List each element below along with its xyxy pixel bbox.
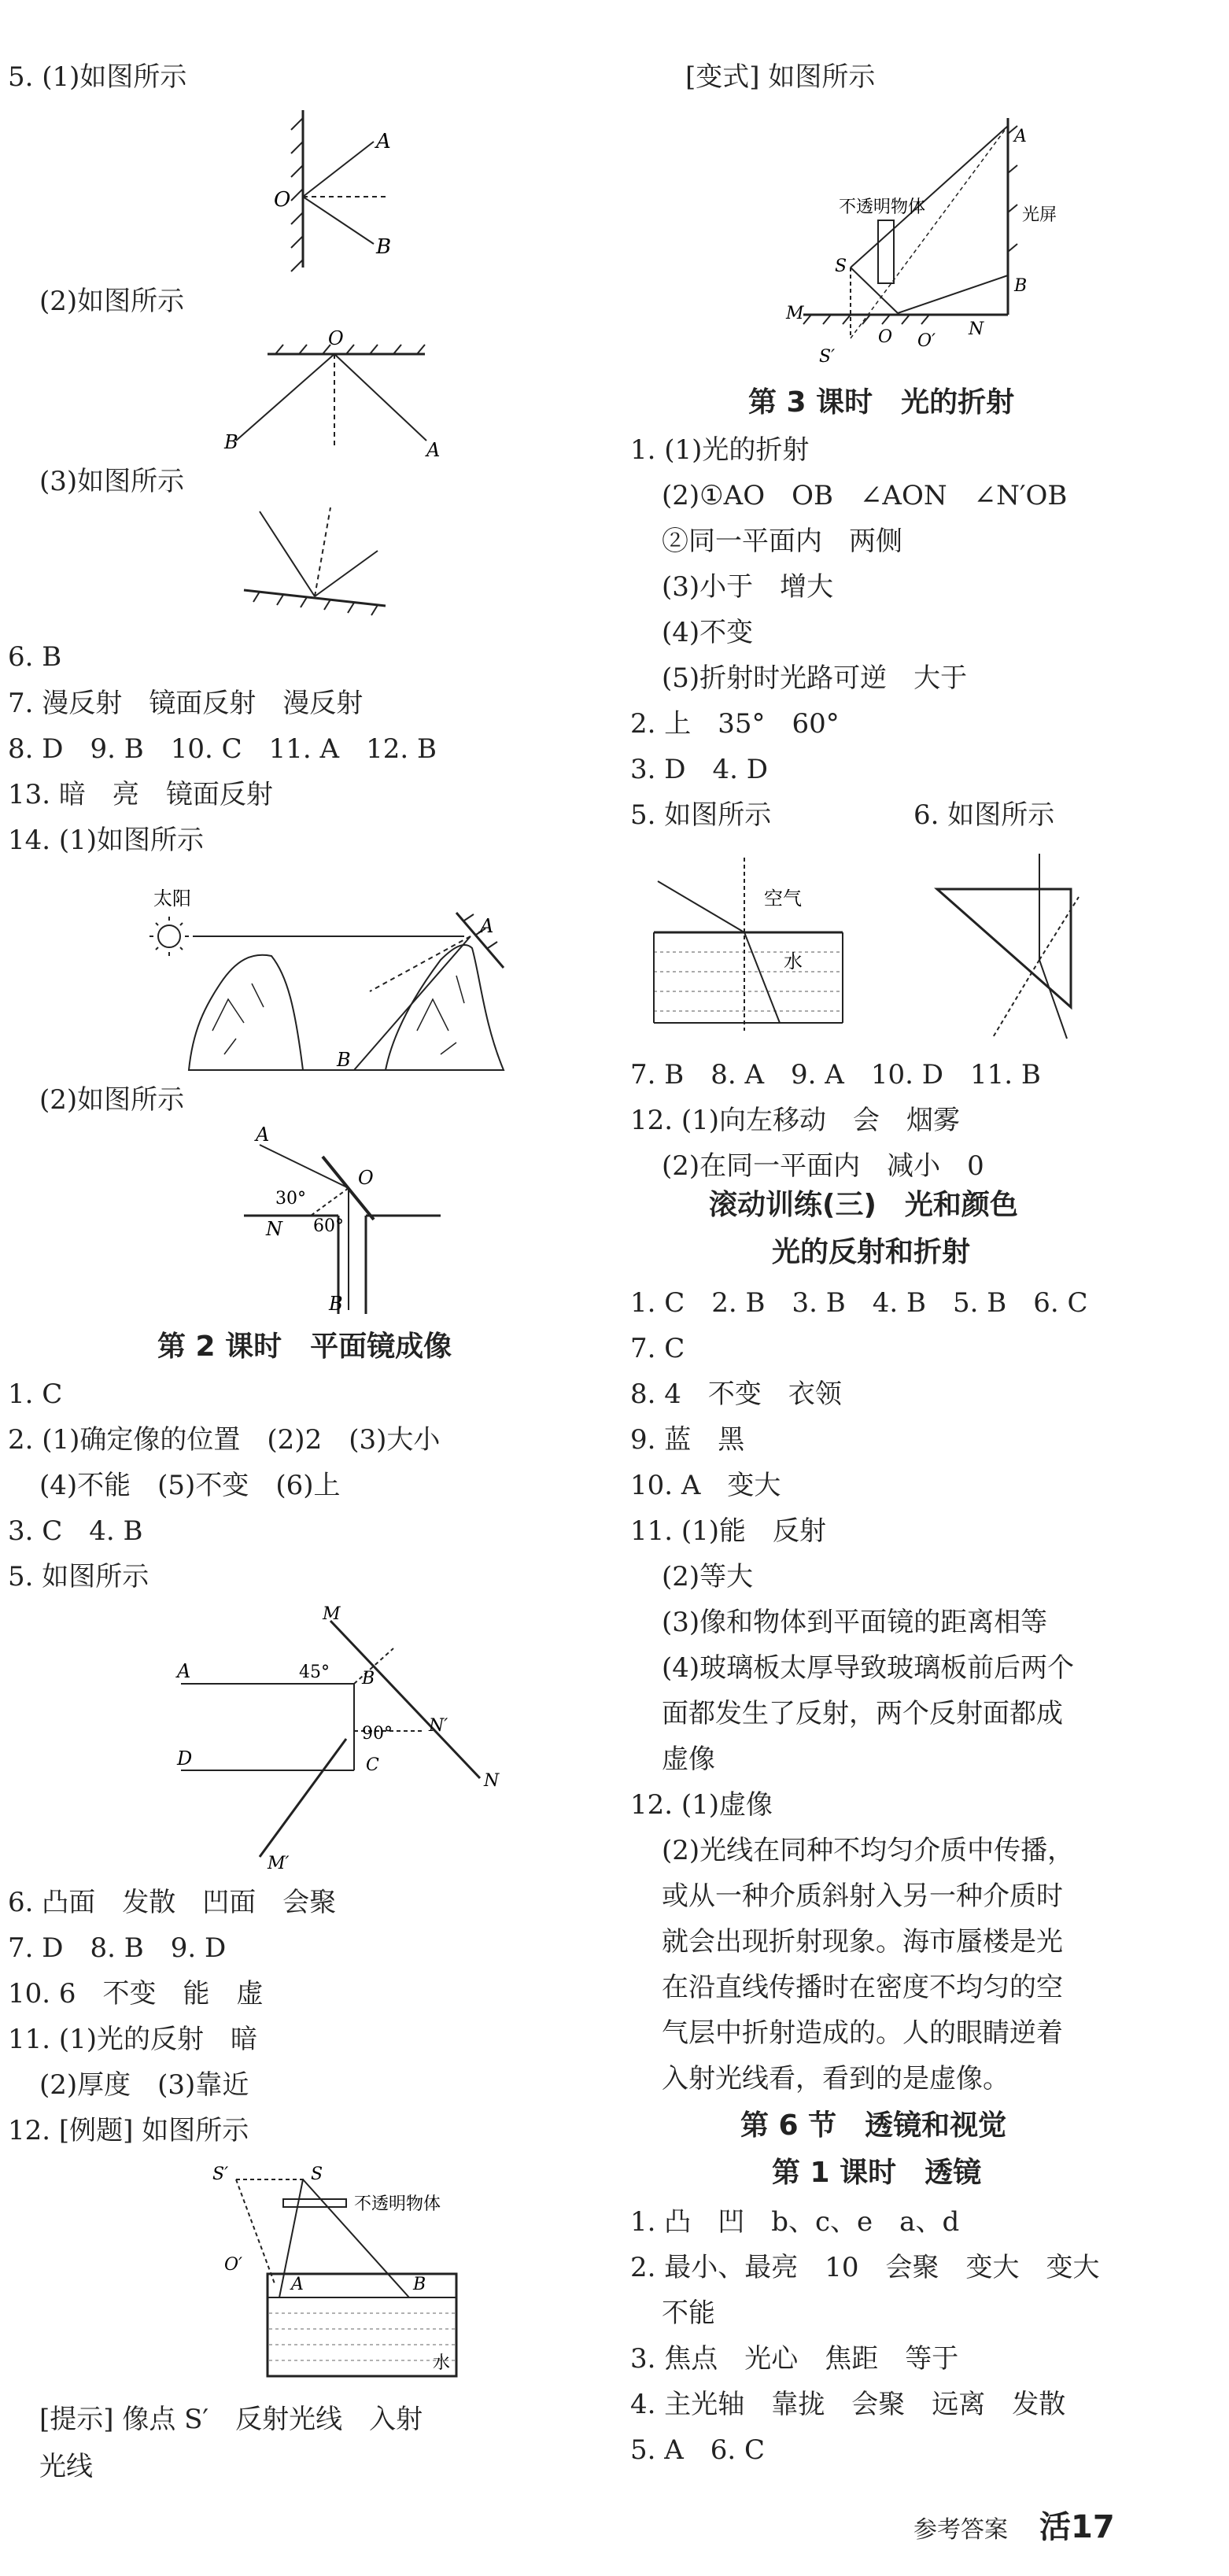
- label-np: N′: [429, 1716, 448, 1736]
- answer-line: 11. (1)光的反射 暗: [8, 2024, 258, 2055]
- plane-mirror-diagram: [165, 1605, 527, 1873]
- label-sp: S′: [212, 2165, 229, 2184]
- answer-line: 或从一种介质斜射入另一种介质时: [662, 1880, 1063, 1912]
- answer-line: 8. D 9. B 10. C 11. A 12. B: [8, 733, 437, 765]
- answer-line: (2)如图所示: [39, 286, 185, 317]
- label-m: M: [786, 304, 804, 323]
- answer-line: 1. C: [8, 1378, 63, 1410]
- answer-line: (2)等大: [662, 1561, 754, 1592]
- opaque-label: 不透明物体: [354, 2194, 441, 2214]
- label-sp: S′: [819, 347, 836, 367]
- answer-line: (3)如图所示: [39, 466, 185, 497]
- label-n: N: [484, 1771, 500, 1791]
- answer-line: 不能: [662, 2297, 715, 2329]
- label-m: M: [323, 1605, 341, 1624]
- section-subtitle: 光的反射和折射: [772, 1236, 971, 1268]
- answer-line: (4)不变: [662, 617, 754, 648]
- answer-line: (2)在同一平面内 减小 0: [662, 1150, 984, 1182]
- label-o: O: [328, 330, 344, 349]
- label-a: A: [256, 1124, 270, 1146]
- answer-line: 光线: [39, 2451, 93, 2482]
- label-b: B: [337, 1049, 351, 1071]
- label-op: O′: [224, 2255, 243, 2275]
- section-title: 第 6 节 透镜和视觉: [740, 2109, 1007, 2142]
- label-b: B: [329, 1293, 343, 1315]
- label-b: B: [413, 2275, 426, 2294]
- section-title: 第 3 课时 光的折射: [748, 386, 1015, 419]
- reflection-diagram-3: [236, 504, 393, 622]
- label-b: B: [376, 235, 392, 259]
- answer-line: 9. 蓝 黑: [630, 1424, 745, 1456]
- label-a: A: [376, 130, 391, 153]
- answer-line: ②同一平面内 两侧: [662, 526, 902, 557]
- refraction-diagram: [646, 850, 851, 1039]
- answer-line: (2)如图所示: [39, 1084, 185, 1116]
- answer-line: 3. D 4. D: [630, 754, 769, 785]
- answer-line: 7. C: [630, 1333, 685, 1364]
- periscope-diagram: [236, 1121, 456, 1318]
- angle-60: 60°: [313, 1216, 344, 1236]
- sun-mountain-diagram: [134, 873, 543, 1078]
- answer-line: (4)玻璃板太厚导致玻璃板前后两个: [662, 1652, 1075, 1684]
- air-label: 空气: [764, 888, 802, 910]
- answer-line: 13. 暗 亮 镜面反射: [8, 779, 273, 810]
- sun-label: 太阳: [153, 888, 191, 910]
- section-title: 滚动训练(三) 光和颜色: [709, 1189, 1018, 1221]
- answer-line: (2)光线在同种不均匀介质中传播，: [662, 1835, 1075, 1866]
- label-o: O: [274, 188, 291, 212]
- reflection-diagram-1: [236, 110, 409, 275]
- section-title: 第 2 课时 平面镜成像: [157, 1330, 452, 1363]
- answer-line: (3)小于 增大: [662, 571, 834, 603]
- answer-line: 10. 6 不变 能 虚: [8, 1978, 264, 2010]
- opaque-label: 不透明物体: [839, 197, 926, 217]
- answer-line: 2. 最小、最亮 10 会聚 变大 变大: [630, 2252, 1100, 2283]
- answer-line: [提示] 像点 S′ 反射光线 入射: [39, 2404, 423, 2435]
- answer-line: 气层中折射造成的。人的眼睛逆着: [662, 2017, 1063, 2049]
- answer-line: 12. [例题] 如图所示: [8, 2115, 249, 2146]
- answer-line: (4)不能 (5)不变 (6)上: [39, 1470, 341, 1501]
- answer-line: 4. 主光轴 靠拢 会聚 远离 发散: [630, 2389, 1066, 2420]
- water-label: 水: [433, 2353, 451, 2373]
- answer-line: 1. (1)光的折射: [630, 434, 810, 466]
- answer-line: [变式] 如图所示: [685, 61, 876, 93]
- footer-ref: 参考答案: [913, 2516, 1008, 2544]
- answer-line: 2. (1)确定像的位置 (2)2 (3)大小: [8, 1424, 441, 1456]
- label-n: N: [969, 319, 984, 339]
- label-a: A: [426, 439, 441, 461]
- label-b: B: [1014, 276, 1028, 296]
- label-n: N: [266, 1218, 282, 1240]
- answer-line: 12. (1)向左移动 会 烟雾: [630, 1105, 961, 1136]
- answer-line: 1. C 2. B 3. B 4. B 5. B 6. C: [630, 1287, 1088, 1319]
- label-op: O′: [917, 331, 936, 351]
- answer-line: 6. 凸面 发散 凹面 会聚: [8, 1887, 337, 1918]
- label-b: B: [362, 1669, 375, 1688]
- variant-diagram: [772, 110, 1071, 370]
- answer-line: 14. (1)如图所示: [8, 825, 205, 856]
- answer-line: 5. (1)如图所示: [8, 61, 187, 93]
- answer-line: 5. 如图所示: [630, 799, 772, 831]
- water-reflection-diagram: [205, 2156, 488, 2392]
- water-label: 水: [784, 950, 803, 972]
- label-b: B: [224, 431, 238, 453]
- label-a: A: [1014, 127, 1027, 146]
- answer-line: 面都发生了反射，两个反射面都成: [662, 1698, 1063, 1729]
- angle-30: 30°: [275, 1189, 306, 1209]
- answer-line: 2. 上 35° 60°: [630, 708, 840, 740]
- answer-line: 6. B: [8, 641, 62, 673]
- reflection-diagram-2: [220, 330, 441, 468]
- label-o: O: [878, 327, 893, 347]
- answer-line: (2)①AO OB ∠AON ∠N′OB: [662, 480, 1068, 511]
- label-c: C: [366, 1755, 379, 1775]
- section-subtitle: 第 1 课时 透镜: [772, 2157, 982, 2189]
- label-mp: M′: [268, 1854, 290, 1873]
- label-a: A: [291, 2275, 304, 2294]
- answer-line: 5. 如图所示: [8, 1561, 149, 1592]
- screen-label: 光屏: [1022, 205, 1057, 225]
- answer-line: 11. (1)能 反射: [630, 1515, 827, 1547]
- sun-icon: [158, 925, 180, 947]
- answer-line: (3)像和物体到平面镜的距离相等: [662, 1607, 1048, 1638]
- label-d: D: [177, 1747, 193, 1770]
- answer-line: 7. D 8. B 9. D: [8, 1932, 227, 1964]
- label-s: S: [311, 2165, 323, 2184]
- answer-line: 6. 如图所示: [913, 799, 1055, 831]
- answer-line: (5)折射时光路可逆 大于: [662, 662, 968, 694]
- label-a: A: [177, 1660, 191, 1682]
- answer-line: 7. B 8. A 9. A 10. D 11. B: [630, 1059, 1041, 1091]
- label-a: A: [480, 915, 494, 937]
- angle-90: 90°: [362, 1724, 393, 1744]
- answer-line: (2)厚度 (3)靠近: [39, 2069, 249, 2101]
- answer-line: 3. C 4. B: [8, 1515, 143, 1547]
- label-s: S: [835, 256, 847, 276]
- answer-line: 5. A 6. C: [630, 2434, 766, 2466]
- label-o: O: [358, 1167, 374, 1189]
- answer-line: 入射光线看，看到的是虚像。: [662, 2063, 1009, 2094]
- answer-line: 7. 漫反射 镜面反射 漫反射: [8, 688, 364, 719]
- answer-line: 1. 凸 凹 b、c、e a、d: [630, 2206, 960, 2238]
- answer-line: 在沿直线传播时在密度不均匀的空: [662, 1972, 1063, 2003]
- answer-line: 就会出现折射现象。海市蜃楼是光: [662, 1926, 1063, 1958]
- answer-line: 12. (1)虚像: [630, 1789, 773, 1821]
- angle-45: 45°: [299, 1663, 330, 1682]
- answer-line: 10. A 变大: [630, 1470, 781, 1501]
- answer-line: 3. 焦点 光心 焦距 等于: [630, 2343, 959, 2375]
- page-number: 活17: [1039, 2509, 1115, 2545]
- answer-line: 虚像: [662, 1744, 715, 1775]
- prism-diagram: [929, 850, 1087, 1046]
- answer-line: 8. 4 不变 衣领: [630, 1378, 842, 1410]
